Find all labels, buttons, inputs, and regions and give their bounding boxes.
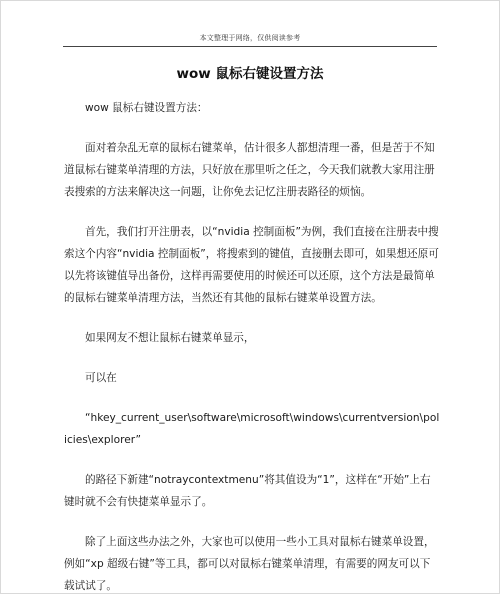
header-rule [63, 46, 437, 47]
paragraph-registry-search: 首先，我们打开注册表，以“nvidia 控制面板”为例，我们直接在注册表中搜索这个内容“nvidia 控制面板”，将搜索到的键值，直接删去即可，如果想还原可以先将该键值导出备份，这样再需要使用的时候还可以还原，这个方法是最简单的鼠标右键菜单清理方法，当然还有其他的鼠标右键菜单设置方法。 [64, 226, 439, 304]
paragraph-tools: 除了上面这些办法之外，大家也可以使用一些小工具对鼠标右键菜单设置，例如“xp 超级右键”等工具，都可以对鼠标右键菜单清理，有需要的网友可以下载试试了。 [64, 536, 435, 592]
paragraph-hide-menu: 如果网友不想让鼠标右键菜单显示， [85, 332, 255, 344]
document-title: wow 鼠标右键设置方法 [176, 66, 324, 82]
paragraph-can-at: 可以在 [85, 372, 117, 384]
paragraph-new-key: 的路径下新建“notraycontextmenu”将其值设为“1”，这样在“开始”上右键时就不会有快捷菜单显示了。 [64, 474, 431, 508]
document-body [64, 97, 440, 615]
paragraph-intro: wow 鼠标右键设置方法： [85, 102, 208, 114]
paragraph-registry-path: “hkey_current_user\software\microsoft\windows\currentversion\policies\explorer” [64, 412, 440, 446]
page-header-note: 本文整理于网络，仅供阅读参考 [199, 34, 301, 42]
paragraph-problem: 面对着杂乱无章的鼠标右键菜单，估计很多人都想清理一番，但是苦于不知道鼠标右键菜单清理的方法，只好放在那里听之任之，今天我们就教大家用注册表搜索的方法来解决这一问题，让你免去记忆注册表路径的烦恼。 [64, 142, 435, 198]
